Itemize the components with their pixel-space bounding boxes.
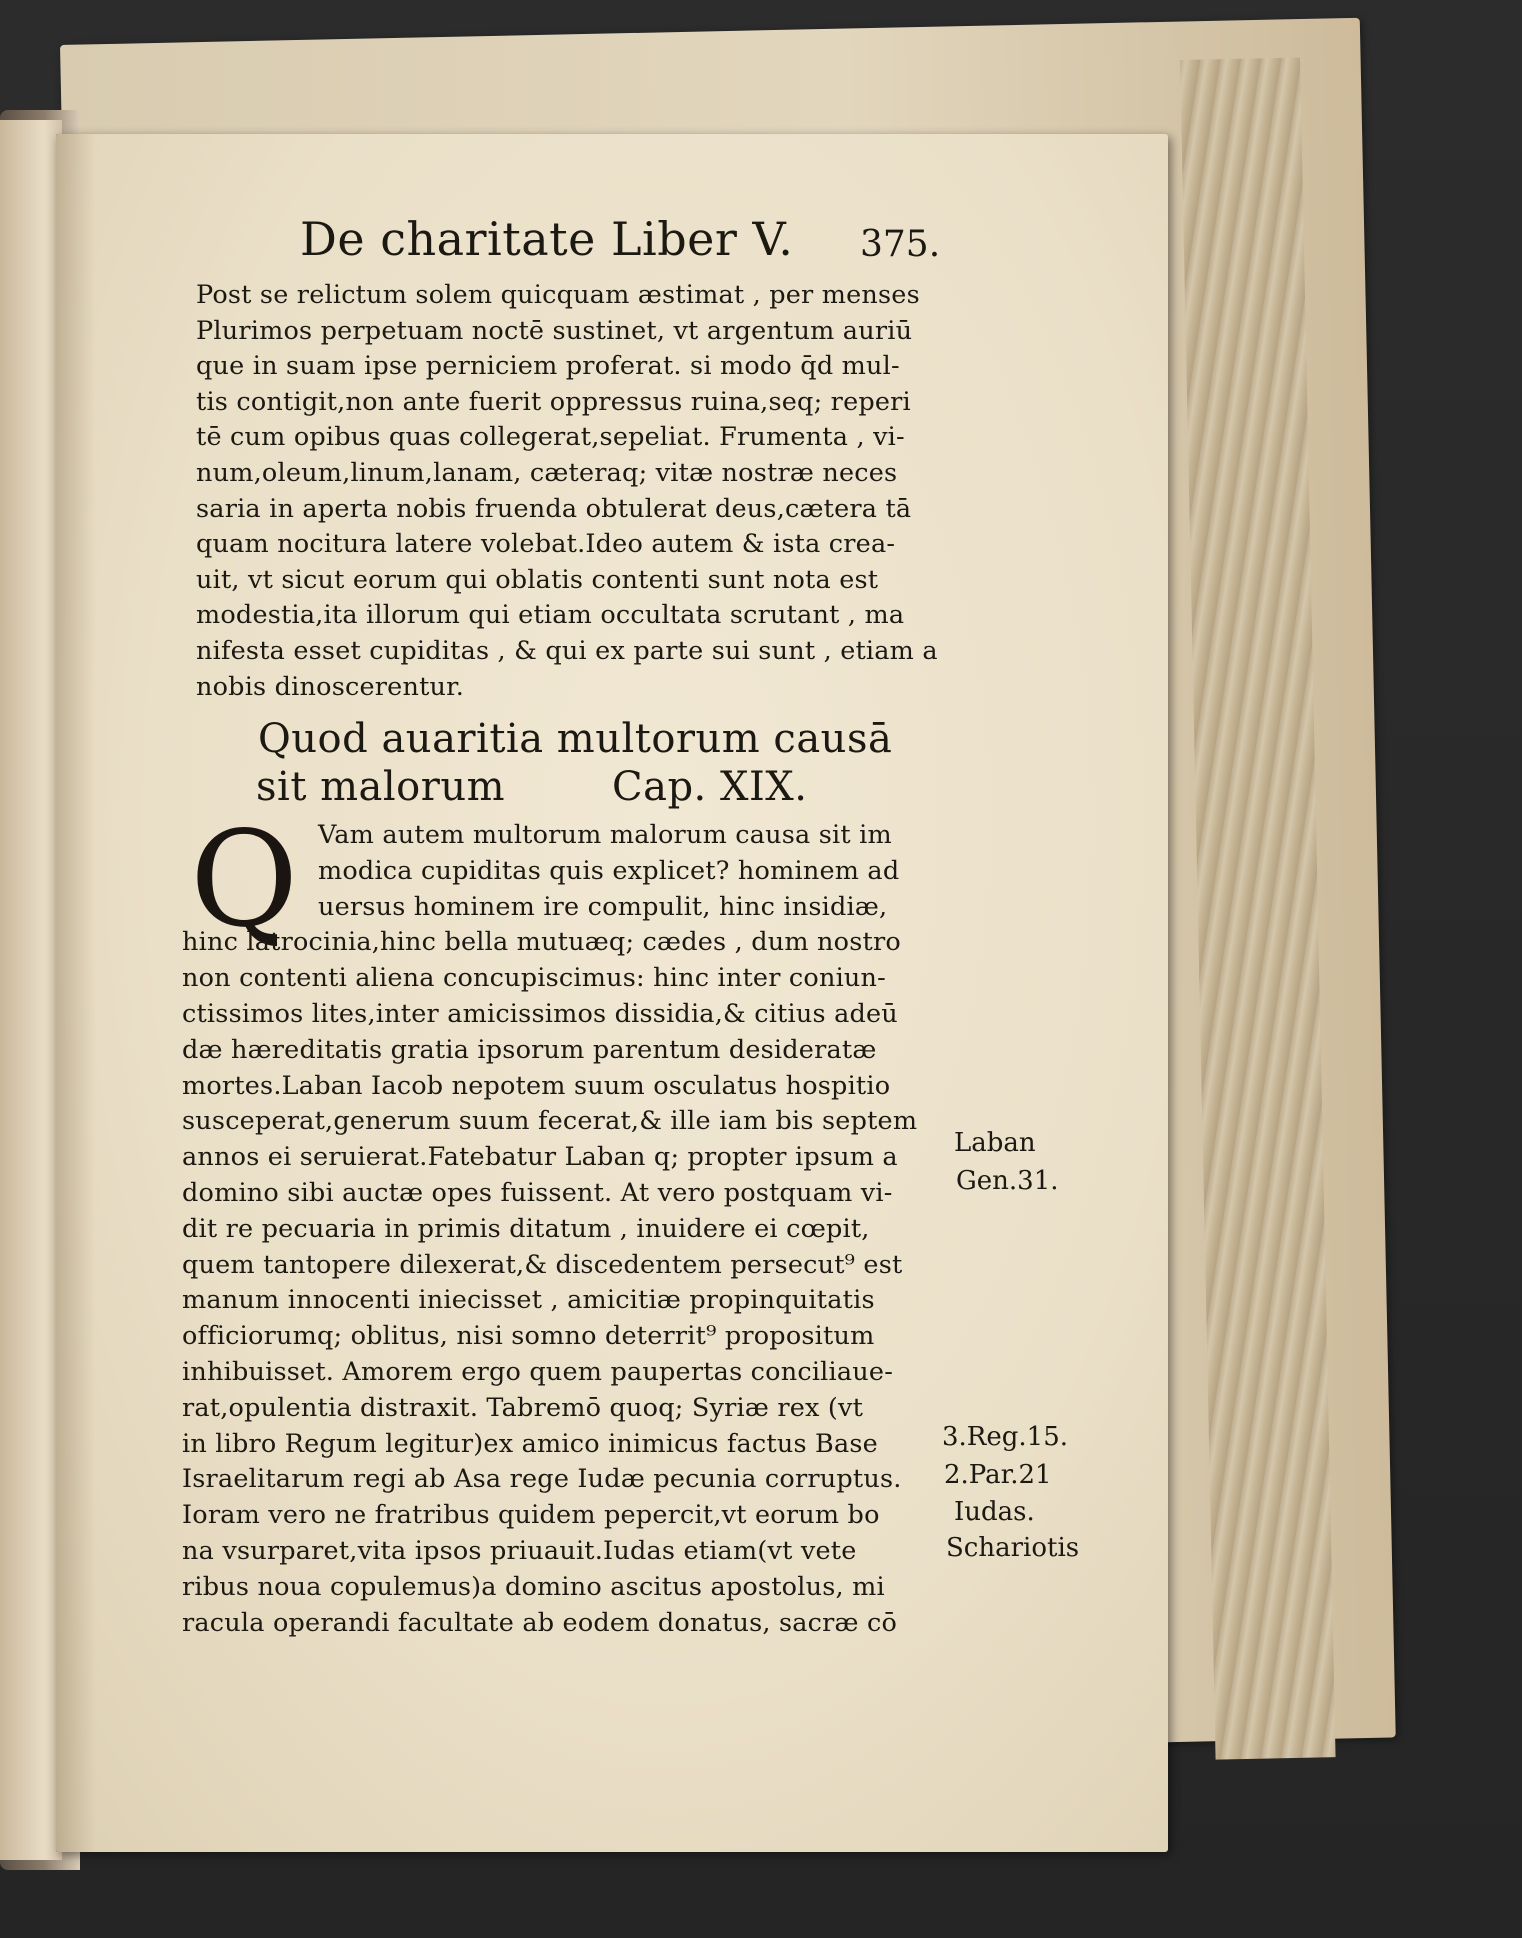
text-line: num,oleum,linum,lanam, cæteraq; vitæ nostræ neces	[196, 458, 898, 488]
text-line: domino sibi auctæ opes fuissent. At vero postquam vi-	[182, 1178, 893, 1208]
margin-note: 3.Reg.15.	[942, 1422, 1069, 1452]
left-leaf-edge	[0, 120, 62, 1860]
chapter-number: Cap. XIX.	[612, 764, 808, 810]
text-line: na vsurparet,vita ipsos priuauit.Iudas etiam(vt vete	[182, 1536, 857, 1566]
text-line: racula operandi facultate ab eodem donatus, sacræ cō	[182, 1607, 898, 1638]
running-header: De charitate Liber V.	[300, 212, 794, 266]
margin-note: Gen.31.	[956, 1166, 1059, 1196]
text-line: dit re pecuaria in primis ditatum , inuidere ei cœpit,	[182, 1213, 870, 1244]
margin-note: 2.Par.21	[944, 1460, 1052, 1490]
text-line: manum innocenti iniecisset , amicitiæ propinquitatis	[182, 1285, 875, 1316]
text-line: rat,opulentia distraxit. Tabremō quoq; Syriæ rex (vt	[182, 1392, 864, 1423]
text-line: inhibuisset. Amorem ergo quem paupertas conciliaue-	[182, 1357, 894, 1387]
text-line: tis contigit,non ante fuerit oppressus ruina,seq; reperi	[196, 386, 911, 417]
text-line: dæ hæreditatis gratia ipsorum parentum desideratæ	[182, 1034, 877, 1065]
text-line: Vam autem multorum malorum causa sit im	[318, 820, 892, 850]
page-number: 375.	[860, 224, 941, 265]
text-line: ctissimos lites,inter amicissimos dissidia,& citius adeū	[182, 999, 898, 1029]
text-line: saria in aperta nobis fruenda obtulerat deus,cætera tā	[196, 493, 912, 524]
text-line: Post se relictum solem quicquam æstimat , per menses	[196, 280, 920, 310]
drop-capital: Q	[190, 803, 299, 957]
text-line: susceperat,generum suum fecerat,& ille iam bis septem	[182, 1106, 918, 1137]
text-line: nobis dinoscerentur.	[196, 671, 465, 702]
page-gutter-shadow	[56, 134, 96, 1852]
text-line: annos ei seruierat.Fatebatur Laban q; propter ipsum a	[182, 1142, 898, 1173]
margin-note: Iudas.	[954, 1497, 1035, 1527]
text-line: quam nocitura latere volebat.Ideo autem & ista crea-	[196, 529, 896, 560]
margin-note: Schariotis	[946, 1533, 1080, 1563]
text-line: non contenti aliena concupiscimus: hinc inter coniun-	[182, 963, 886, 994]
text-line: tē cum opibus quas collegerat,sepeliat. Frumenta , vi-	[196, 422, 905, 453]
text-line: modica cupiditas quis explicet? hominem ad	[318, 855, 900, 886]
chapter-heading-line-1: Quod auaritia multorum causā	[258, 716, 893, 762]
text-line: mortes.Laban Iacob nepotem suum osculatus hospitio	[182, 1070, 891, 1101]
text-line: que in suam ipse perniciem proferat. si modo q̄d mul-	[196, 351, 900, 382]
text-line: uersus hominem ire compulit, hinc insidiæ,	[318, 891, 888, 922]
text-line: ribus noua copulemus)a domino ascitus apostolus, mi	[182, 1571, 885, 1602]
text-line: Ioram vero ne fratribus quidem pepercit,vt eorum bo	[182, 1500, 880, 1531]
text-line: modestia,ita illorum qui etiam occultata scrutant , ma	[196, 600, 905, 631]
text-line: quem tantopere dilexerat,& discedentem persecut⁹ est	[182, 1249, 903, 1280]
chapter-heading-line-2-left: sit malorum	[256, 764, 506, 810]
text-line: Plurimos perpetuam noctē sustinet, vt argentum auriū	[196, 315, 913, 346]
text-line: officiorumq; oblitus, nisi somno deterrit⁹ propositum	[182, 1321, 875, 1352]
text-line: hinc latrocinia,hinc bella mutuæq; cædes , dum nostro	[182, 927, 901, 958]
text-line: in libro Regum legitur)ex amico inimicus factus Base	[182, 1428, 878, 1459]
text-line: nifesta esset cupiditas , & qui ex parte sui sunt , etiam a	[196, 636, 938, 666]
text-line: Israelitarum regi ab Asa rege Iudæ pecunia corruptus.	[182, 1464, 902, 1495]
margin-note: Laban	[954, 1128, 1036, 1158]
text-line: uit, vt sicut eorum qui oblatis contenti sunt nota est	[196, 564, 879, 595]
